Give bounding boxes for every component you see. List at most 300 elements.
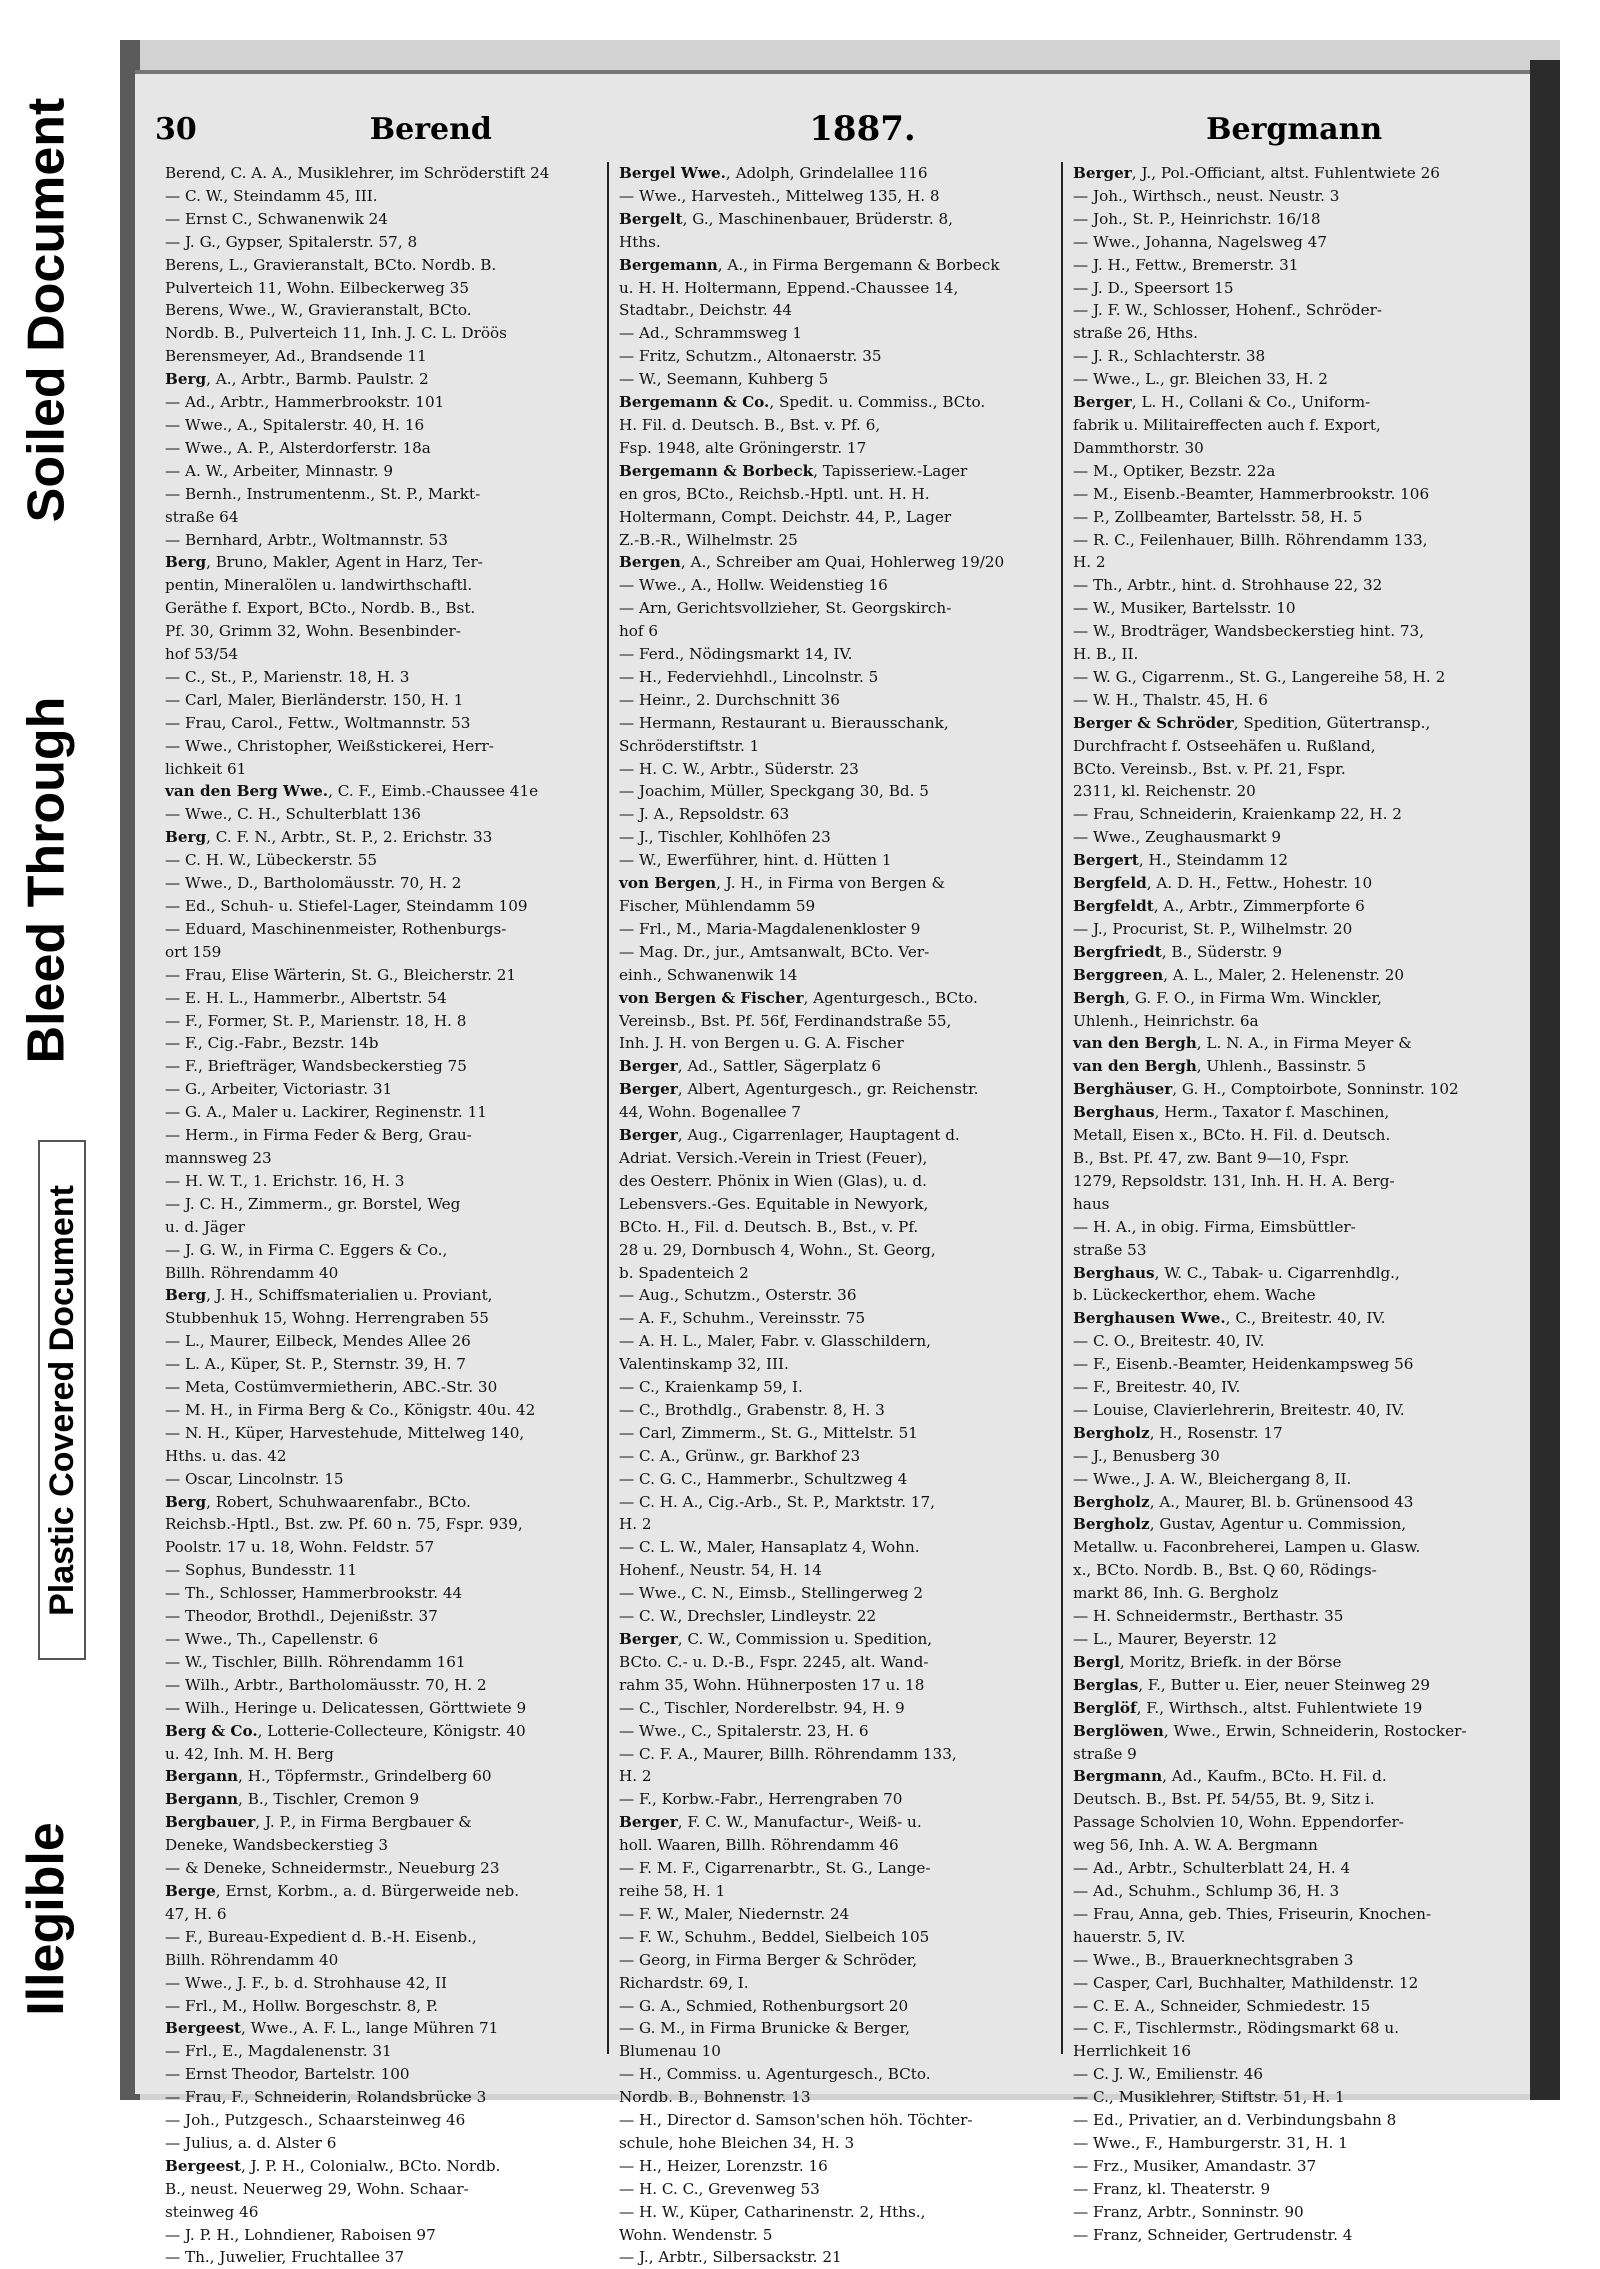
page-right-edge xyxy=(1530,60,1560,2100)
directory-entry: — Wwe., C. H., Schulterblatt 136 xyxy=(165,805,421,824)
directory-entry: — Heinr., 2. Durchschnitt 36 xyxy=(619,690,840,709)
directory-entry: Dammthorstr. 30 xyxy=(1073,438,1204,457)
directory-entry: — Wwe., Johanna, Nagelsweg 47 xyxy=(1073,232,1328,251)
directory-entry: Berglöf, F., Wirthsch., altst. Fuhlentwiete 19 xyxy=(1073,1698,1423,1717)
directory-entry: Berghausen Wwe., C., Breitestr. 40, IV. xyxy=(1073,1309,1386,1328)
directory-entry: — J. H., Fettw., Bremerstr. 31 xyxy=(1073,255,1299,274)
scan-right-margin xyxy=(1560,0,1600,2177)
directory-entry: — Franz, Schneider, Gertrudenstr. 4 xyxy=(1073,2225,1353,2244)
directory-entry: — H., Federviehhdl., Lincolnstr. 5 xyxy=(619,667,879,686)
directory-entry: Bergfeldt, A., Arbtr., Zimmerpforte 6 xyxy=(1073,897,1365,915)
directory-entry: Fischer, Mühlendamm 59 xyxy=(619,897,816,915)
directory-entry: x., BCto. Nordb. B., Bst. Q 60, Rödings- xyxy=(1073,1561,1377,1580)
directory-entry: Vereinsb., Bst. Pf. 56f, Ferdinandstraße 55, xyxy=(619,1011,952,1030)
directory-entry: Berensmeyer, Ad., Brandsende 11 xyxy=(165,347,427,366)
directory-entry: Valentinskamp 32, III. xyxy=(619,1355,789,1374)
directory-entry: — J. A., Repsoldstr. 63 xyxy=(619,805,790,824)
directory-entry: — J., Arbtr., Silbersackstr. 21 xyxy=(619,2248,842,2267)
directory-entry: — Franz, Arbtr., Sonninstr. 90 xyxy=(1073,2202,1304,2221)
entry-surname: Berghaus xyxy=(1073,1263,1155,1282)
directory-entry: — C. F., Tischlermstr., Rödingsmarkt 68 u. xyxy=(1073,2019,1400,2038)
directory-entry: — Joh., Wirthsch., neust. Neustr. 3 xyxy=(1073,186,1340,205)
directory-entry: — Franz, kl. Theaterstr. 9 xyxy=(1073,2179,1271,2198)
directory-entry: BCto. H., Fil. d. Deutsch. B., Bst., v. Pf. xyxy=(619,1217,919,1236)
directory-entry: — Fritz, Schutzm., Altonaerstr. 35 xyxy=(619,347,882,366)
entry-surname: Bergemann xyxy=(619,255,718,274)
directory-entry: Reichsb.-Hptl., Bst. zw. Pf. 60 n. 75, Fspr. 939, xyxy=(165,1515,523,1534)
directory-entry: Bergemann & Borbeck, Tapisseriew.-Lager xyxy=(619,461,968,480)
directory-entry: — Ad., Arbtr., Hammerbrookstr. 101 xyxy=(165,393,445,412)
directory-entry: Berg, Robert, Schuhwaarenfabr., BCto. xyxy=(165,1492,471,1511)
directory-entry: — Th., Arbtr., hint. d. Strohhause 22, 32 xyxy=(1073,576,1383,595)
directory-entry: des Oesterr. Phönix in Wien (Glas), u. d. xyxy=(619,1171,927,1190)
directory-entry: straße 53 xyxy=(1073,1240,1147,1259)
directory-entry: — W., Tischler, Billh. Röhrendamm 161 xyxy=(165,1652,466,1671)
directory-entry: Hths. u. das. 42 xyxy=(165,1446,287,1465)
directory-entry: straße 26, Hths. xyxy=(1073,324,1198,343)
directory-entry: — Herm., in Firma Feder & Berg, Grau- xyxy=(165,1126,472,1145)
directory-entry: Berggreen, A. L., Maler, 2. Helenenstr. 20 xyxy=(1073,965,1405,984)
directory-entry: — J., Procurist, St. P., Wilhelmstr. 20 xyxy=(1073,919,1353,938)
directory-entry: — Wwe., Harvestеh., Mittelweg 135, H. 8 xyxy=(619,186,940,205)
directory-entry: — G., Arbeiter, Victoriastr. 31 xyxy=(165,1080,393,1099)
directory-page xyxy=(135,70,1530,2267)
directory-entry: — C., St., P., Marienstr. 18, H. 3 xyxy=(165,667,410,686)
directory-entry: Berghäuser, G. H., Comptoirbote, Sonninstr. 102 xyxy=(1073,1080,1459,1099)
directory-entry: Bergelt, G., Maschinenbauer, Brüderstr. 8, xyxy=(619,209,953,228)
directory-entry: Metallw. u. Faconbreherei, Lampen u. Glasw. xyxy=(1073,1538,1421,1557)
directory-entry: Bergholz, H., Rosenstr. 17 xyxy=(1073,1423,1283,1442)
directory-entry: straße 64 xyxy=(165,507,239,526)
directory-entry: — Ad., Schuhm., Schlump 36, H. 3 xyxy=(1073,1881,1340,1900)
directory-entry: u. 42, Inh. M. H. Berg xyxy=(165,1744,334,1763)
directory-entry: H. 2 xyxy=(619,1515,652,1534)
directory-entry: H. 2 xyxy=(619,1767,652,1786)
directory-entry: Berg, A., Arbtr., Barmb. Paulstr. 2 xyxy=(165,370,429,389)
entry-surname: Bergelt xyxy=(619,209,683,228)
directory-entry: — L., Maurer, Beyerstr. 12 xyxy=(1073,1630,1277,1648)
directory-entry: — Frau, F., Schneiderin, Rolandsbrücke 3 xyxy=(165,2088,487,2107)
directory-entry: — J. G. W., in Firma C. Eggers & Co., xyxy=(165,1240,448,1259)
entry-surname: Berg xyxy=(165,370,207,389)
directory-entry: — Ferd., Nödingsmarkt 14, IV. xyxy=(619,645,853,664)
directory-entry: — Wwe., A. P., Alsterdorferstr. 18a xyxy=(165,438,431,457)
directory-entry: — Wwe., Christopher, Weißstickerei, Herr- xyxy=(165,736,494,755)
entry-surname: Berggreen xyxy=(1073,965,1164,984)
directory-entry: — C., Kraienkamp 59, I. xyxy=(619,1378,803,1397)
directory-entry: weg 56, Inh. A. W. A. Bergmann xyxy=(1073,1836,1318,1855)
directory-entry: — C. H. W., Lübeckerstr. 55 xyxy=(165,851,378,870)
directory-entry: — G. M., in Firma Brunicke & Berger, xyxy=(619,2019,910,2038)
directory-entry: straße 9 xyxy=(1073,1744,1137,1763)
directory-entry: — L. A., Küper, St. P., Sternstr. 39, H. 7 xyxy=(165,1355,466,1374)
directory-entry: Berens, Wwe., W., Gravieranstalt, BCto. xyxy=(165,301,472,320)
directory-entry: — Wwe., B., Brauerknechtsgraben 3 xyxy=(1073,1950,1354,1969)
directory-entry: Berens, L., Gravieranstalt, BCto. Nordb. B. xyxy=(165,255,497,274)
directory-entry: Berger, Aug., Cigarrenlager, Hauptagent d. xyxy=(619,1126,960,1145)
directory-entry: Bergert, H., Steindamm 12 xyxy=(1073,851,1289,870)
directory-entry: Durchfracht f. Ostseehäfen u. Rußland, xyxy=(1073,736,1376,755)
directory-entry: Billh. Röhrendamm 40 xyxy=(165,1950,339,1969)
column-3 xyxy=(1061,162,1515,2244)
directory-entry: — W., Brodträger, Wandsbeckerstieg hint. 73, xyxy=(1073,622,1425,641)
directory-entry: — Wwe., L., gr. Bleichen 33, H. 2 xyxy=(1073,370,1328,389)
directory-entry: — Louise, Clavierlehrerin, Breitestr. 40, IV. xyxy=(1073,1400,1405,1419)
entry-surname: Bergfeld xyxy=(1073,874,1147,893)
directory-entry: — Carl, Zimmerm., St. G., Mittelstr. 51 xyxy=(619,1423,918,1442)
directory-entry: van den Berg Wwe., C. F., Eimb.-Chaussee 41e xyxy=(165,782,539,801)
directory-entry: Lebensvers.-Ges. Equitable in Newyork, xyxy=(619,1194,929,1213)
directory-entry: — Eduard, Maschinenmeister, Rothenburgs- xyxy=(165,919,507,938)
directory-entry: — Carl, Maler, Bierländerstr. 150, H. 1 xyxy=(165,690,464,709)
directory-entry: — Joh., St. P., Heinrichstr. 16/18 xyxy=(1073,209,1321,228)
entry-surname: Bergert xyxy=(1073,851,1139,870)
directory-entry: Bergl, Moritz, Briefk. in der Börse xyxy=(1073,1652,1342,1671)
directory-entry: — Mag. Dr., jur., Amtsanwalt, BCto. Ver- xyxy=(619,942,930,961)
directory-entry: — Oscar, Lincolnstr. 15 xyxy=(165,1469,344,1488)
directory-entry: 1279, Repsoldstr. 131, Inh. H. H. A. Berg- xyxy=(1073,1171,1395,1190)
directory-entry: — W. H., Thalstr. 45, H. 6 xyxy=(1073,690,1268,709)
directory-entry: Bergann, B., Tischler, Cremon 9 xyxy=(165,1790,420,1809)
entry-surname: Bergann xyxy=(165,1790,239,1809)
directory-entry: — Frl., M., Maria-Magdalenenkloster 9 xyxy=(619,919,921,938)
directory-entry: — H. C. C., Grevenweg 53 xyxy=(619,2179,820,2198)
directory-entry: Berghaus, W. C., Tabak- u. Cigarrenhdlg., xyxy=(1073,1263,1400,1282)
directory-entry: b. Spadenteich 2 xyxy=(619,1263,749,1282)
entry-surname: Berge xyxy=(165,1881,216,1900)
entry-surname: Berger xyxy=(1073,393,1132,412)
directory-entry: 44, Wohn. Bogenallee 7 xyxy=(619,1103,801,1122)
directory-entry: Adriat. Versich.-Verein in Triest (Feuer), xyxy=(619,1148,928,1167)
directory-entry: steinweg 46 xyxy=(165,2202,259,2221)
entry-surname: Berghäuser xyxy=(1073,1080,1173,1099)
entry-surname: Berger xyxy=(619,1057,678,1076)
directory-entry: Stubbenhuk 15, Wohng. Herrengraben 55 xyxy=(165,1309,489,1328)
directory-entry: — Wilh., Arbtr., Bartholomäusstr. 70, H. 2 xyxy=(165,1675,487,1694)
entry-surname: Bergfeldt xyxy=(1073,897,1154,915)
directory-entry: Pulverteich 11, Wohn. Eilbeckerweg 35 xyxy=(165,278,470,297)
entry-surname: Berghausen Wwe. xyxy=(1073,1309,1226,1328)
directory-entry: Berger, Ad., Sattler, Sägerplatz 6 xyxy=(619,1057,882,1076)
directory-entry: — Frau, Carol., Fettw., Woltmannstr. 53 xyxy=(165,713,471,732)
directory-entry: — Julius, a. d. Alster 6 xyxy=(165,2133,337,2152)
directory-entry: H. Fil. d. Deutsch. B., Bst. v. Pf. 6, xyxy=(619,415,881,434)
directory-entry: Pf. 30, Grimm 32, Wohn. Besenbinder- xyxy=(165,622,461,641)
directory-entry: Nordb. B., Bohnenstr. 13 xyxy=(619,2088,811,2107)
directory-entry: — H. A., in obig. Firma, Eimsbüttler- xyxy=(1073,1217,1356,1236)
directory-entry: u. d. Jäger xyxy=(165,1217,245,1236)
directory-entry: Bergholz, Gustav, Agentur u. Commission, xyxy=(1073,1515,1407,1534)
directory-entry: — & Deneke, Schneidermstr., Neueburg 23 xyxy=(165,1859,500,1878)
directory-entry: — C., Musiklehrer, Stiftstr. 51, H. 1 xyxy=(1073,2088,1345,2107)
directory-entry: — W., Seemann, Kuhberg 5 xyxy=(619,370,829,389)
directory-entry: — Wwe., Th., Capellenstr. 6 xyxy=(165,1630,379,1648)
directory-entry: Metall, Eisen x., BCto. H. Fil. d. Deutsch. xyxy=(1073,1126,1391,1145)
directory-entry: Bergeest, Wwe., A. F. L., lange Mühren 71 xyxy=(165,2019,499,2038)
directory-entry: schule, hohe Bleichen 34, H. 3 xyxy=(619,2133,855,2152)
directory-entry: — M. H., in Firma Berg & Co., Königstr. 40u. 42 xyxy=(165,1400,536,1419)
directory-entry: Bergfriedt, B., Süderstr. 9 xyxy=(1073,942,1282,961)
directory-entry: — N. H., Küper, Harvestehude, Mittelweg 140, xyxy=(165,1423,525,1442)
directory-entry: b. Lückeckerthor, ehem. Wache xyxy=(1073,1286,1316,1305)
header-year: 1887. xyxy=(809,109,916,149)
directory-entry: Berger & Schröder, Spedition, Gütertransp., xyxy=(1073,713,1431,732)
directory-entry: Berg, J. H., Schiffsmaterialien u. Proviant, xyxy=(165,1286,493,1305)
directory-entry: — Wwe., C., Spitalerstr. 23, H. 6 xyxy=(619,1721,869,1740)
entry-surname: Berg xyxy=(165,828,207,847)
directory-entry: — C. L. W., Maler, Hansaplatz 4, Wohn. xyxy=(619,1538,920,1557)
entry-surname: Berg xyxy=(165,1286,207,1305)
label-soiled-document: Soiled Document xyxy=(17,97,75,523)
directory-entry: H. 2 xyxy=(1073,553,1106,572)
entry-surname: Berg xyxy=(165,1492,207,1511)
directory-entry: — Ad., Arbtr., Schulterblatt 24, H. 4 xyxy=(1073,1859,1351,1878)
entry-surname: Berger xyxy=(619,1813,678,1832)
directory-entry: — J. P. H., Lohndiener, Raboisen 97 xyxy=(165,2225,436,2244)
directory-entry: — F., Bureau-Expedient d. B.-H. Eisenb., xyxy=(165,1927,477,1946)
entry-surname: van den Bergh xyxy=(1073,1034,1197,1053)
directory-entry: — Aug., Schutzm., Osterstr. 36 xyxy=(619,1286,857,1305)
directory-entry: BCto. C.- u. D.-B., Fspr. 2245, alt. Wand- xyxy=(619,1652,929,1671)
directory-entry: — Wwe., D., Bartholomäusstr. 70, H. 2 xyxy=(165,874,462,893)
entry-surname: Berglöf xyxy=(1073,1698,1137,1717)
directory-entry: — A. F., Schuhm., Vereinsstr. 75 xyxy=(619,1309,866,1328)
directory-entry: Hths. xyxy=(619,232,661,251)
entry-surname: Berger & Schröder xyxy=(1073,713,1234,732)
entry-surname: Berger xyxy=(619,1126,678,1145)
directory-entry: — Wwe., F., Hamburgerstr. 31, H. 1 xyxy=(1073,2133,1348,2152)
entry-surname: Berg xyxy=(165,553,207,572)
directory-entry: Billh. Röhrendamm 40 xyxy=(165,1263,339,1282)
directory-entry: — C. F. A., Maurer, Billh. Röhrendamm 133, xyxy=(619,1744,957,1763)
directory-entry: — M., Optiker, Bezstr. 22a xyxy=(1073,461,1276,480)
directory-entry: Deneke, Wandsbeckerstieg 3 xyxy=(165,1836,389,1855)
directory-entry: Bergbauer, J. P., in Firma Bergbauer & xyxy=(165,1813,472,1832)
directory-entry: BCto. Vereinsb., Bst. v. Pf. 21, Fspr. xyxy=(1073,759,1346,778)
directory-entry: ort 159 xyxy=(165,942,222,961)
directory-entry: fabrik u. Militaireffecten auch f. Export, xyxy=(1073,415,1381,434)
directory-entry: — E. H. L., Hammerbr., Albertstr. 54 xyxy=(165,988,447,1007)
directory-entry: B., Bst. Pf. 47, zw. Bant 9—10, Fspr. xyxy=(1073,1148,1350,1167)
directory-entry: — H. W. T., 1. Erichstr. 16, H. 3 xyxy=(165,1171,405,1190)
directory-entry: — Frl., M., Hollw. Borgeschstr. 8, P. xyxy=(165,1996,438,2015)
entry-surname: Bergholz xyxy=(1073,1515,1150,1534)
directory-entry: — C. H. A., Cig.-Arb., St. P., Marktstr. 17, xyxy=(619,1492,935,1511)
directory-entry: — H., Commiss. u. Agenturgesch., BCto. xyxy=(619,2065,931,2084)
directory-entry: — Frau, Schneiderin, Kraienkamp 22, H. 2 xyxy=(1073,805,1402,824)
entry-surname: van den Berg Wwe. xyxy=(165,782,329,801)
directory-entry: haus xyxy=(1073,1194,1110,1213)
directory-entry: — C. W., Drechsler, Lindleystr. 22 xyxy=(619,1607,877,1626)
directory-entry: Wohn. Wendenstr. 5 xyxy=(619,2225,773,2244)
directory-entry: — Theodor, Brothdl., Dejenißstr. 37 xyxy=(165,1607,438,1626)
directory-entry: Bergemann & Co., Spedit. u. Commiss., BCto. xyxy=(619,393,986,412)
directory-entry: — R. C., Feilenhauer, Billh. Röhrendamm 133, xyxy=(1073,530,1428,549)
directory-entry: Bergel Wwe., Adolph, Grindelallee 116 xyxy=(619,164,928,182)
directory-entry: Bergh, G. F. O., in Firma Wm. Winckler, xyxy=(1073,988,1382,1007)
directory-entry: Bergmann, Ad., Kaufm., BCto. H. Fil. d. xyxy=(1073,1767,1387,1786)
directory-entry: rahm 35, Wohn. Hühnerposten 17 u. 18 xyxy=(619,1675,925,1694)
directory-entry: markt 86, Inh. G. Bergholz xyxy=(1073,1584,1279,1603)
directory-entry: hauerstr. 5, IV. xyxy=(1073,1927,1186,1946)
directory-entry: Berge, Ernst, Korbm., a. d. Bürgerweide neb. xyxy=(165,1881,520,1900)
directory-entry: — Wwe., A., Spitalerstr. 40, H. 16 xyxy=(165,415,425,434)
directory-entry: 2311, kl. Reichenstr. 20 xyxy=(1073,782,1256,801)
column-1 xyxy=(155,162,607,2267)
directory-entry: — Casper, Carl, Buchhalter, Mathildenstr. 12 xyxy=(1073,1973,1419,1992)
directory-entry: — Joh., Putzgesch., Schaarsteinweg 46 xyxy=(165,2111,466,2130)
directory-entry: — L., Maurer, Eilbeck, Mendes Allee 26 xyxy=(165,1332,471,1351)
directory-entry: — Th., Schlosser, Hammerbrookstr. 44 xyxy=(165,1584,463,1603)
entry-surname: Bergfriedt xyxy=(1073,942,1162,961)
directory-entry: — J., Tischler, Kohlhöfen 23 xyxy=(619,828,831,847)
directory-entry: — Frz., Musiker, Amandastr. 37 xyxy=(1073,2156,1317,2175)
entry-surname: Bergann xyxy=(165,1767,239,1786)
directory-entry: lichkeit 61 xyxy=(165,759,247,778)
directory-entry: — Frau, Elise Wärterin, St. G., Bleicherstr. 21 xyxy=(165,965,517,984)
directory-entry: Uhlenh., Heinrichstr. 6a xyxy=(1073,1011,1259,1030)
directory-entry: Bergfeld, A. D. H., Fettw., Hohestr. 10 xyxy=(1073,874,1373,893)
entry-surname: van den Bergh xyxy=(1073,1057,1197,1076)
directory-entry: von Bergen & Fischer, Agenturgesch., BCto. xyxy=(619,988,978,1007)
directory-entry: — Sophus, Bundesstr. 11 xyxy=(165,1561,357,1580)
directory-entry: — C. A., Grünw., gr. Barkhof 23 xyxy=(619,1446,861,1465)
directory-entry: Inh. J. H. von Bergen u. G. A. Fischer xyxy=(619,1034,904,1053)
directory-entry: u. H. H. Holtermann, Eppend.-Chaussee 14, xyxy=(619,278,959,297)
directory-entry: Geräthe f. Export, BCto., Nordb. B., Bst. xyxy=(165,599,476,618)
directory-entry: — W., Musiker, Bartelsstr. 10 xyxy=(1073,599,1296,618)
directory-entry: — C. J. W., Emilienstr. 46 xyxy=(1073,2065,1264,2084)
condition-sidebar xyxy=(0,0,92,2177)
directory-entry: — H., Heizer, Lorenzstr. 16 xyxy=(619,2156,828,2175)
directory-entry: Berg, Bruno, Makler, Agent in Harz, Ter- xyxy=(165,553,483,572)
directory-entry: — Bernh., Instrumentenm., St. P., Markt- xyxy=(165,484,481,503)
directory-entry: holl. Waaren, Billh. Röhrendamm 46 xyxy=(619,1836,899,1855)
entry-surname: Berglas xyxy=(1073,1675,1139,1694)
directory-entry: — C. W., Steindamm 45, III. xyxy=(165,186,378,205)
directory-entry: — C. O., Breitestr. 40, IV. xyxy=(1073,1332,1265,1351)
header-left-name: Berend xyxy=(369,111,492,147)
entry-surname: Bergemann & Co. xyxy=(619,393,770,412)
directory-entry: — F., Cig.-Fabr., Bezstr. 14b xyxy=(165,1034,379,1053)
header-right-name: Bergmann xyxy=(1206,111,1383,147)
label-illegible: Illegible xyxy=(17,1821,76,2016)
entry-surname: Bergl xyxy=(1073,1652,1120,1671)
entry-surname: Berglöwen xyxy=(1073,1721,1164,1740)
directory-entry: 47, H. 6 xyxy=(165,1904,227,1923)
directory-entry: — Ernst C., Schwanenwik 24 xyxy=(165,209,388,228)
directory-entry: — F. M. F., Cigarrenarbtr., St. G., Lange- xyxy=(619,1859,931,1878)
directory-entry: — Wwe., C. N., Eimsb., Stellingerweg 2 xyxy=(619,1584,923,1603)
directory-entry: Bergen, A., Schreiber am Quai, Hohlerweg 19/20 xyxy=(619,553,1005,572)
entry-surname: Bergemann & Borbeck xyxy=(619,461,814,480)
entry-surname: Bergeest xyxy=(165,2019,242,2038)
directory-entry: — F. W., Maler, Niedernstr. 24 xyxy=(619,1904,850,1923)
directory-entry: — A. H. L., Maler, Fabr. v. Glasschildern, xyxy=(619,1332,931,1351)
directory-entry: Bergeest, J. P. H., Colonialw., BCto. Nordb. xyxy=(165,2156,501,2175)
directory-entry: — M., Eisenb.-Beamter, Hammerbrookstr. 106 xyxy=(1073,484,1430,503)
directory-entry: — Arn, Gerichtsvollzieher, St. Georgskirch- xyxy=(619,599,952,618)
directory-entry: — J. F. W., Schlosser, Hohenf., Schröder- xyxy=(1073,301,1383,320)
directory-entry: — F., Eisenb.-Beamter, Heidenkampsweg 56 xyxy=(1073,1355,1414,1374)
directory-entry: — Frau, Anna, geb. Thies, Friseurin, Knochen- xyxy=(1073,1904,1432,1923)
directory-entry: Stadtabr., Deichstr. 44 xyxy=(619,301,793,320)
directory-entry: Berglöwen, Wwe., Erwin, Schneiderin, Rostocker- xyxy=(1073,1721,1467,1740)
directory-entry: — G. A., Maler u. Lackirer, Reginenstr. 11 xyxy=(165,1103,487,1122)
directory-entry: — G. A., Schmied, Rothenburgsort 20 xyxy=(619,1996,909,2015)
directory-entry: Bergholz, A., Maurer, Bl. b. Grünensood 43 xyxy=(1073,1492,1414,1511)
entry-surname: Berger xyxy=(619,1630,678,1648)
directory-entry: Berger, Albert, Agenturgesch., gr. Reichenstr. xyxy=(619,1080,979,1099)
entry-surname: Bergholz xyxy=(1073,1492,1150,1511)
directory-entry: von Bergen, J. H., in Firma von Bergen & xyxy=(619,874,946,893)
directory-entry: Z.-B.-R., Wilhelmstr. 25 xyxy=(619,530,798,549)
directory-entry: 28 u. 29, Dornbusch 4, Wohn., St. Georg, xyxy=(619,1240,936,1259)
directory-entry: Berger, F. C. W., Manufactur-, Weiß- u. xyxy=(619,1813,922,1832)
directory-entry: Berger, J., Pol.-Officiant, altst. Fuhlentwiete 26 xyxy=(1073,164,1440,182)
label-plastic-covered-document: Plastic Covered Document xyxy=(38,1140,86,1660)
directory-entry: hof 6 xyxy=(619,622,659,641)
directory-entry: — Hermann, Restaurant u. Bierausschank, xyxy=(619,713,949,732)
directory-entry: — Wwe., J. F., b. d. Strohhause 42, II xyxy=(165,1973,447,1992)
entry-surname: Bergmann xyxy=(1073,1767,1163,1786)
directory-entry: Berger, C. W., Commission u. Spedition, xyxy=(619,1630,933,1648)
directory-entry: — J. D., Speersort 15 xyxy=(1073,278,1234,297)
directory-entry: — Joachim, Müller, Speckgang 30, Bd. 5 xyxy=(619,782,929,801)
directory-entry: — P., Zollbeamter, Bartelsstr. 58, H. 5 xyxy=(1073,507,1363,526)
directory-entry: reihe 58, H. 1 xyxy=(619,1881,726,1900)
directory-entry: mannsweg 23 xyxy=(165,1148,272,1167)
directory-entry: — Ad., Schrammsweg 1 xyxy=(619,324,802,343)
directory-entry: Blumenau 10 xyxy=(619,2042,721,2061)
entry-surname: Bergh xyxy=(1073,988,1126,1007)
directory-entry: pentin, Mineralölen u. landwirthschaftl. xyxy=(165,576,473,595)
directory-entry: Holtermann, Compt. Deichstr. 44, P., Lager xyxy=(619,507,952,526)
entry-surname: Bergen xyxy=(619,553,681,572)
directory-entry: — F., Briefträger, Wandsbeckerstieg 75 xyxy=(165,1057,467,1076)
directory-entry: — F., Former, St. P., Marienstr. 18, H. 8 xyxy=(165,1011,467,1030)
entry-surname: Berger xyxy=(619,1080,678,1099)
directory-entry: — A. W., Arbeiter, Minnastr. 9 xyxy=(165,461,394,480)
directory-entry: einh., Schwanenwik 14 xyxy=(619,965,798,984)
directory-entry: — Georg, in Firma Berger & Schröder, xyxy=(619,1950,918,1969)
directory-entry: Bergemann, A., in Firma Bergemann & Borbeck xyxy=(619,255,1000,274)
entry-surname: Berger xyxy=(1073,164,1132,182)
entry-surname: von Bergen xyxy=(619,874,717,893)
directory-entry: — J. C. H., Zimmerm., gr. Borstel, Weg xyxy=(165,1194,461,1213)
directory-entry: — W. G., Cigarrenm., St. G., Langereihe 58, H. 2 xyxy=(1073,667,1446,686)
directory-entry: Poolstr. 17 u. 18, Wohn. Feldstr. 57 xyxy=(165,1538,435,1557)
directory-entry: H. B., II. xyxy=(1073,645,1139,664)
directory-entry: — C., Tischler, Norderelbstr. 94, H. 9 xyxy=(619,1698,905,1717)
directory-entry: — J., Benusberg 30 xyxy=(1073,1446,1220,1465)
page-header xyxy=(155,104,1510,154)
directory-entry: B., neust. Neuerweg 29, Wohn. Schaar- xyxy=(165,2179,469,2198)
directory-entry: — H., Director d. Samson'schen höh. Töchter- xyxy=(619,2111,973,2130)
directory-entry: — Wwe., A., Hollw. Weidenstieg 16 xyxy=(619,576,888,595)
directory-entry: Fsp. 1948, alte Gröningerstr. 17 xyxy=(619,438,867,457)
directory-entry: Richardstr. 69, I. xyxy=(619,1973,749,1992)
directory-entry: — J. G., Gypser, Spitalerstr. 57, 8 xyxy=(165,232,418,251)
directory-entry: — F., Breitestr. 40, IV. xyxy=(1073,1378,1241,1397)
directory-entry: en gros, BCto., Reichsb.-Hptl. unt. H. H. xyxy=(619,484,930,503)
directory-entry: Berger, L. H., Collani & Co., Uniform- xyxy=(1073,393,1371,412)
directory-entry: — Ed., Schuh- u. Stiefel-Lager, Steindamm 109 xyxy=(165,897,528,915)
directory-entry: — Ernst Theodor, Bartelstr. 100 xyxy=(165,2065,410,2084)
label-bleed-through: Bleed Through xyxy=(17,696,75,1064)
entry-surname: Bergbauer xyxy=(165,1813,256,1832)
directory-entry: Berglas, F., Butter u. Eier, neuer Steinweg 29 xyxy=(1073,1675,1431,1694)
